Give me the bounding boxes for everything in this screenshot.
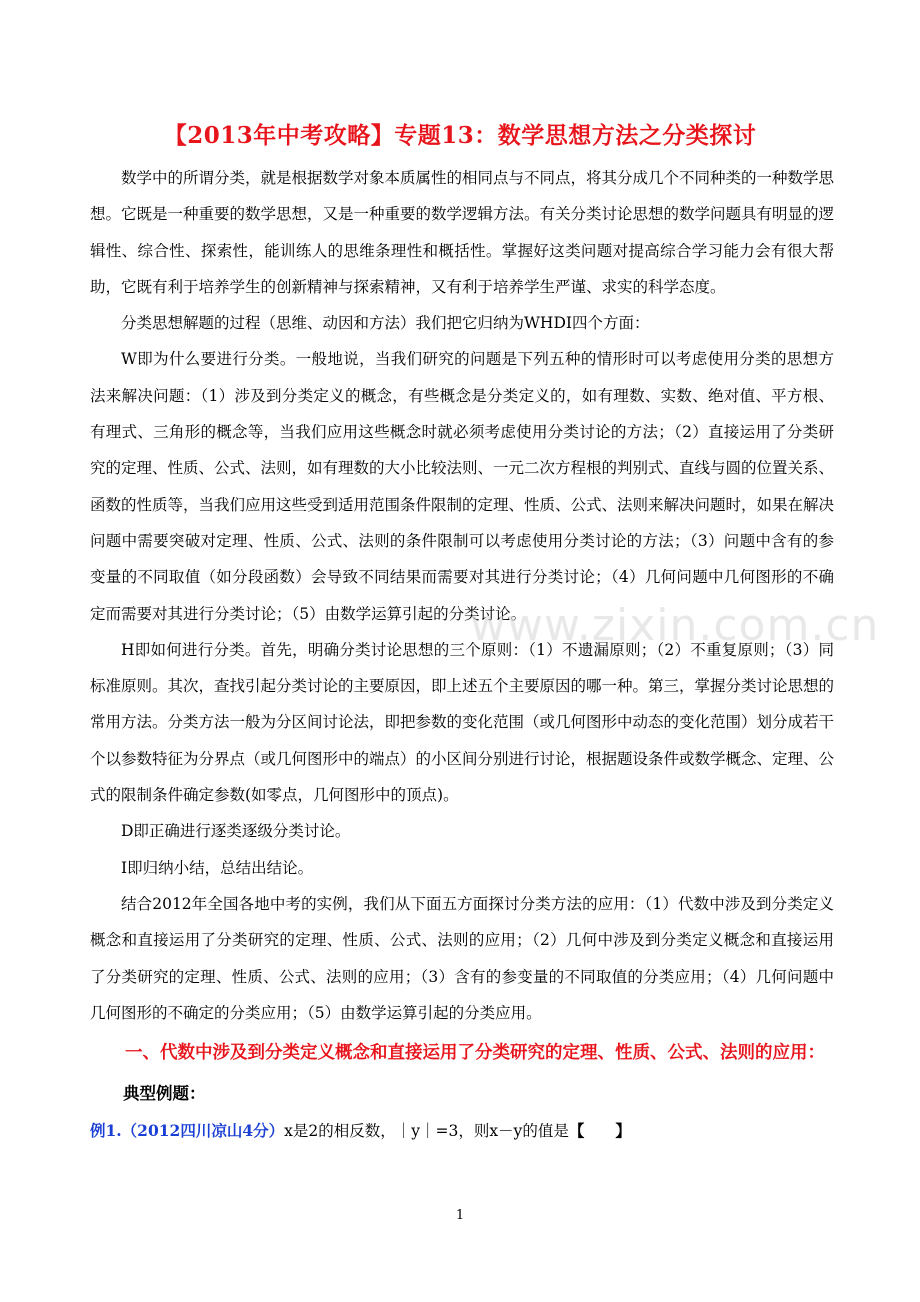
page-number: 1: [455, 1208, 465, 1223]
paragraph-w: W即为什么要进行分类。一般地说，当我们研究的问题是下列五种的情形时可以考虑使用分类的思想方法来解决问题：（1）涉及到分类定义的概念，有些概念是分类定义的，如有理数、实数、绝对值、平方根、有理式、三角形的概念等，当我们应用这些概念时就必须考虑使用分类讨论的方法；（2）直接运用了分类研究的定理、性质、公式、法则，如有理数的大小比较法则、一元二次方程根的判别式、直线与圆的位置关系、函数的性质等，当我们应用这些受到适用范围条件限制的定理、性质、公式、法则来解决问题时，如果在解决问题中需要突破对定理、性质、公式、法则的条件限制可以考虑使用分类讨论的方法；（3）问题中含有的参变量的不同取值（如分段函数）会导致不同结果而需要对其进行分类讨论；（4）几何问题中几何图形的不确定而需要对其进行分类讨论；（5）由数学运算引起的分类讨论。: [90, 350, 835, 623]
example-text: x是2的相反数，｜y｜=3，则x－y的值是: [284, 1122, 569, 1141]
paragraph-summary: 结合2012年全国各地中考的实例，我们从下面五方面探讨分类方法的应用：（1）代数中涉及到分类定义概念和直接运用了分类研究的定理、性质、公式、法则的应用；（2）几何中涉及到分类定义概念和直接运用了分类研究的定理、性质、公式、法则的应用；（3）含有的参变量的不同取值的分类应用；（4）几何问题中几何图形的不确定的分类应用；（5）由数学运算引起的分类应用。: [90, 894, 834, 1022]
paragraph-whdi: 分类思想解题的过程（思维、动因和方法）我们把它归纳为WHDI四个方面：: [121, 314, 650, 333]
section-heading: 一、代数中涉及到分类定义概念和直接运用了分类研究的定理、性质、公式、法则的应用：: [125, 1043, 825, 1064]
paragraph-i: I即归纳小结，总结出结论。: [121, 858, 314, 877]
paragraph-h: H即如何进行分类。首先，明确分类讨论思想的三个原则：（1）不遗漏原则；（2）不重复原则；（3）同标准原则。其次，查找引起分类讨论的主要原因，即上述五个主要原因的哪一种。第三，掌握分类讨论思想的常用方法。分类方法一般为分区间讨论法，即把参数的变化范围（或几何图形中动态的变化范围）划分成若干个以参数特征为分界点（或几何图形中的端点）的小区间分别进行讨论，根据题设条件或数学概念、定理、公式的限制条件确定参数(如零点，几何图形中的顶点)。: [90, 640, 835, 805]
answer-bracket: 【 】: [568, 1121, 631, 1141]
watermark: www.zixin.com.cn: [470, 600, 880, 651]
example-label: 例1.（2012四川凉山4分）: [90, 1121, 285, 1141]
paragraph-d: D即正确进行逐类逐级分类讨论。: [121, 822, 351, 841]
typical-examples-label: 典型例题：: [123, 1084, 206, 1104]
paragraph-intro: 数学中的所谓分类，就是根据数学对象本质属性的相同点与不同点，将其分成几个不同种类的一种数学思想。它既是一种重要的数学思想，又是一种重要的数学逻辑方法。有关分类讨论思想的数学问题具有明显的逻辑性、综合性、探索性，能训练人的思维条理性和概括性。掌握好这类问题对提高综合学习能力会有很大帮助，它既有利于培养学生的创新精神与探索精神，又有利于培养学生严谨、求实的科学态度。: [90, 169, 835, 296]
page-title: 【2013年中考攻略】专题13：数学思想方法之分类探讨: [163, 122, 757, 149]
document-body: [90, 160, 834, 1150]
example-1: [90, 1112, 834, 1150]
